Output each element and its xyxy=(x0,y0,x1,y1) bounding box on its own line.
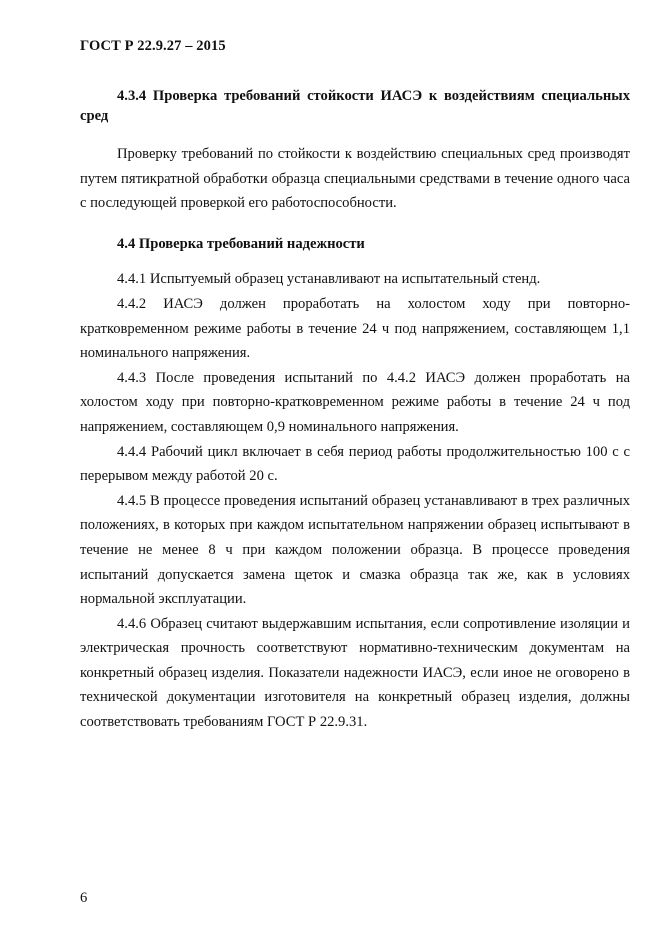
paragraph-4-4-1: 4.4.1 Испытуемый образец устанавливают на испытательный стенд. xyxy=(117,271,541,288)
document-code-header: ГОСТ Р 22.9.27 – 2015 xyxy=(80,38,226,54)
paragraph-4-4-6: 4.4.6 Образец считают выдержавшим испытания, если сопротивление изоляции и электрическая прочность соответствуют нормативно-техническим документам на конкретный образец изделия. Показатели надежности ИАСЭ, если иное не оговорено в технической документации изготовителя на конкретный образец изделия, должны соответствовать требованиям ГОСТ Р 22.9.31. xyxy=(80,615,630,731)
page-body xyxy=(80,86,630,735)
page-number: 6 xyxy=(80,890,88,906)
section-4-3-4-text: Проверку требований по стойкости к воздействию специальных сред производят путем пятикратной обработки образца специальными средствами в течение одного часа с последующей проверкой его работоспособности. xyxy=(80,146,630,212)
section-4-3-4-title: 4.3.4 Проверка требований стойкости ИАСЭ к воздействиям специальных сред xyxy=(80,88,630,124)
paragraph-4-4-4: 4.4.4 Рабочий цикл включает в себя период работы продолжительностью 100 с с перерывом между работой 20 с. xyxy=(80,443,630,485)
section-4-4-heading: 4.4 Проверка требований надежности xyxy=(117,235,365,252)
paragraph-4-4-3: 4.4.3 После проведения испытаний по 4.4.2 ИАСЭ должен проработать на холостом ходу при повторно-кратковременном режиме работы в течение 24 ч под напряжением, составляющем 0,9 номинального напряжения. xyxy=(80,369,630,435)
paragraph-4-4-5: 4.4.5 В процессе проведения испытаний образец устанавливают в трех различных положениях, в которых при каждом испытательном напряжении образец испытывают в течение не менее 8 ч при каждом положении образца. В процессе проведения испытаний допускается замена щеток и смазка образца так же, как в условиях нормальной эксплуатации. xyxy=(80,492,630,608)
paragraph-4-4-2: 4.4.2 ИАСЭ должен проработать на холостом ходу при повторно-кратковременном режиме работы в течение 24 ч под напряжением, составляющем 1,1 номинального напряжения. xyxy=(80,295,630,362)
